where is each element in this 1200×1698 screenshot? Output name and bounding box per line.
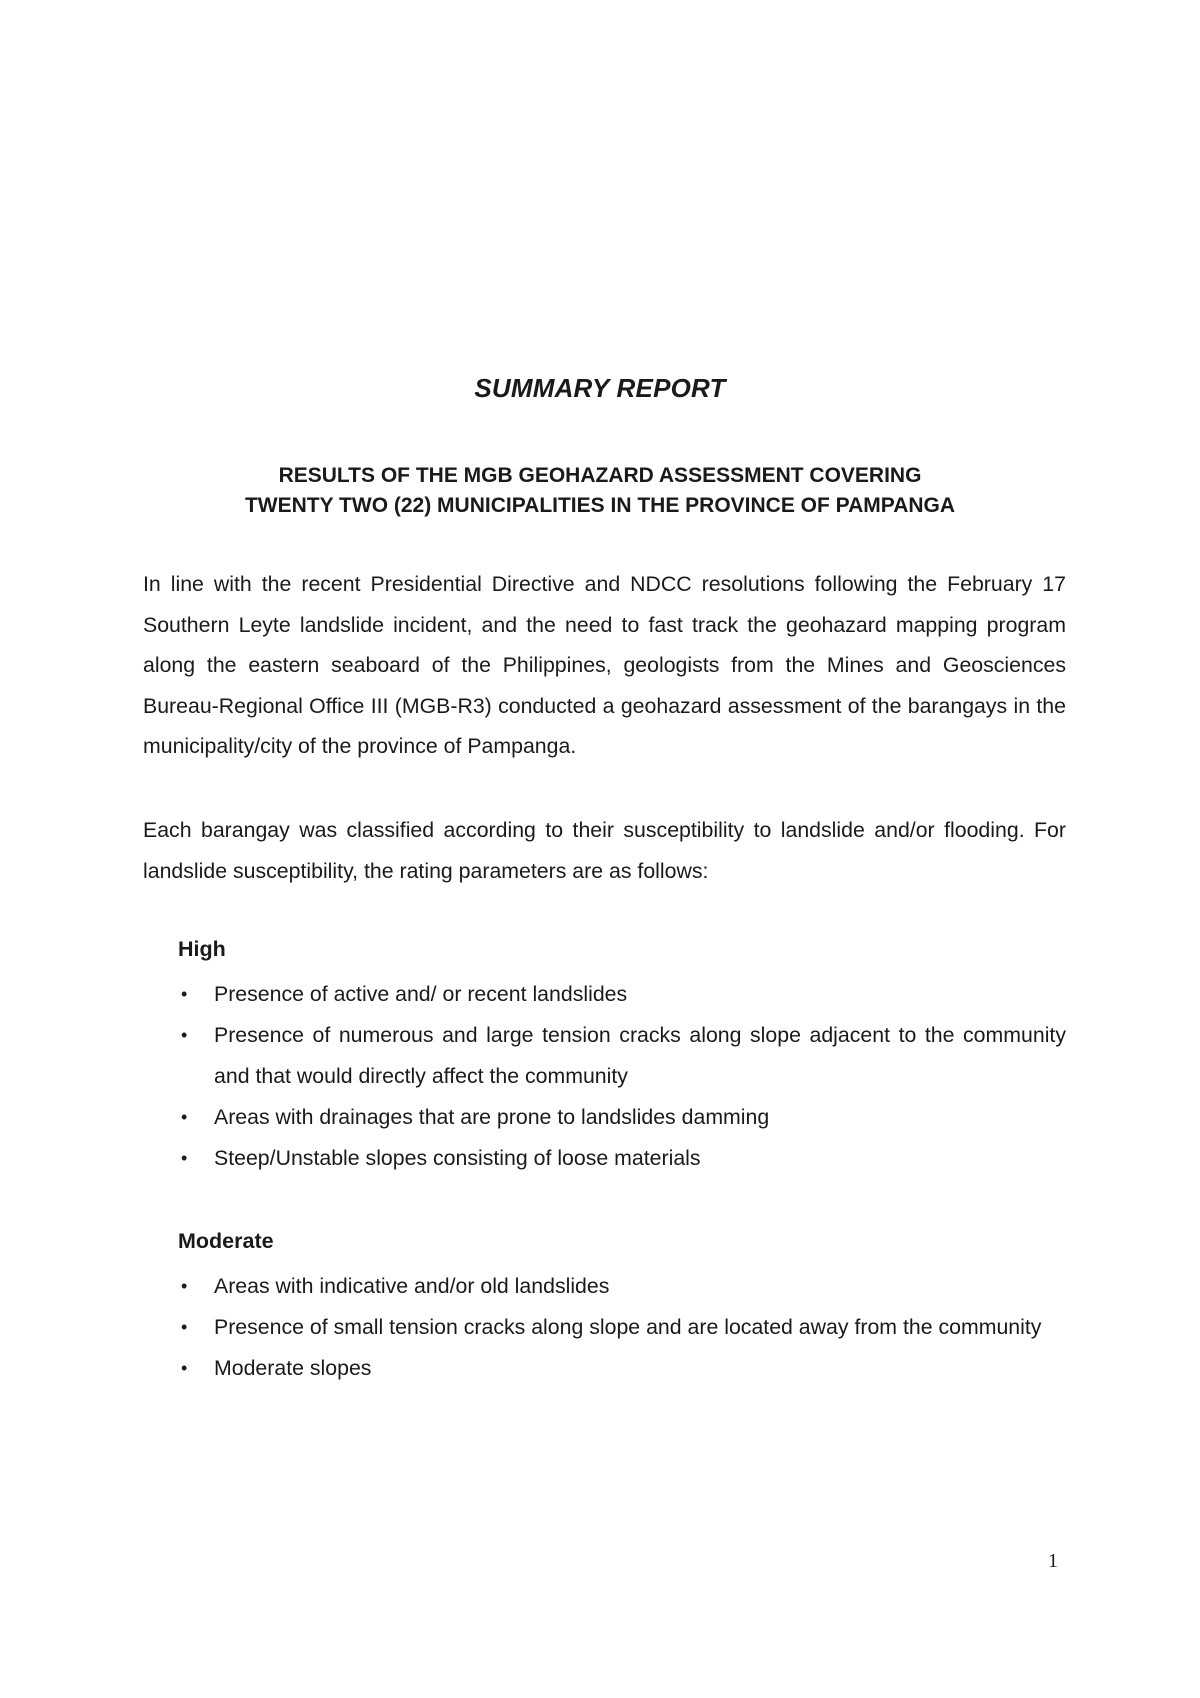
bullet-icon: •: [181, 1276, 188, 1296]
section-heading-moderate: Moderate: [178, 1229, 274, 1253]
list-item-text: Presence of numerous and large tension cracks along slope adjacent to the community and that would directly affect the community: [214, 1023, 1066, 1088]
subtitle-line-1: RESULTS OF THE MGB GEOHAZARD ASSESSMENT COVERING: [278, 464, 922, 487]
section-heading-high: High: [178, 937, 226, 961]
document-subtitle: [0, 461, 1200, 521]
bullet-icon: •: [181, 984, 188, 1004]
list-item-text: Steep/Unstable slopes consisting of loose materials: [214, 1146, 701, 1170]
list-item: [178, 1307, 1066, 1348]
bullet-icon: •: [181, 1148, 188, 1168]
bullet-icon: •: [181, 1358, 188, 1378]
list-item-text: Moderate slopes: [214, 1356, 372, 1380]
list-item: [178, 1266, 1066, 1307]
subtitle-line-2: TWENTY TWO (22) MUNICIPALITIES IN THE PROVINCE OF PAMPANGA: [244, 494, 956, 517]
list-item: [178, 1015, 1066, 1097]
intro-paragraph: In line with the recent Presidential Directive and NDCC resolutions following the February 17 Southern Leyte landslide incident, and the need to fast track the geohazard mapping program along the eastern seaboard of the Philippines, geologists from the Mines and Geosciences Bureau-Regional Office III (MGB-R3) conducted a geohazard assessment of the barangays in the municipality/city of the province of Pampanga.: [143, 572, 1066, 758]
list-item: [178, 974, 1066, 1015]
list-item-text: Presence of small tension cracks along slope and are located away from the community: [214, 1315, 1042, 1339]
classification-paragraph: Each barangay was classified according to their susceptibility to landslide and/or flooding. For landslide susceptibility, the rating parameters are as follows:: [143, 818, 1066, 883]
list-item-text: Areas with indicative and/or old landslides: [214, 1274, 610, 1298]
high-criteria-list: [178, 974, 1066, 1179]
moderate-criteria-list: [178, 1266, 1066, 1389]
page-number: 1: [1048, 1550, 1058, 1572]
document-title: SUMMARY REPORT: [474, 373, 726, 403]
bullet-icon: •: [181, 1317, 188, 1337]
list-item: [178, 1097, 1066, 1138]
list-item: [178, 1138, 1066, 1179]
list-item-text: Areas with drainages that are prone to landslides damming: [214, 1105, 770, 1129]
bullet-icon: •: [181, 1107, 188, 1127]
bullet-icon: •: [181, 1025, 188, 1045]
list-item-text: Presence of active and/ or recent landslides: [214, 982, 628, 1006]
list-item: [178, 1348, 1066, 1389]
